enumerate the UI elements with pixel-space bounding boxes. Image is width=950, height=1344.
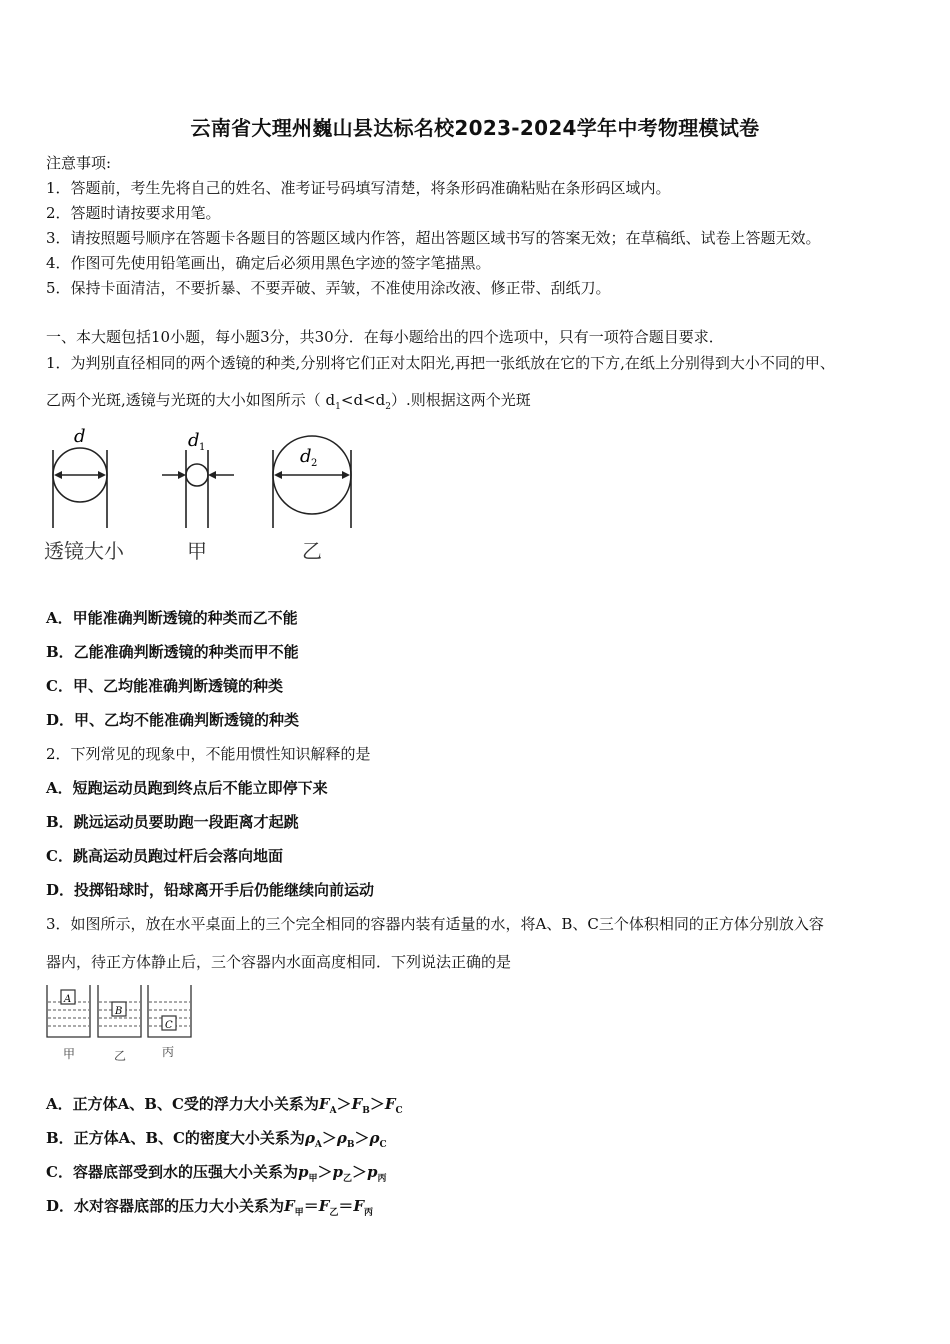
notice-item-4: 4．作图可先使用铅笔画出，确定后必须用黑色字迹的签字笔描黑。 bbox=[46, 254, 491, 272]
cube-a-label: A bbox=[64, 994, 72, 1005]
cube-b-label: B bbox=[115, 1006, 123, 1017]
q3-stem-line2: 器内，待正方体静止后，三个容器内水面高度相同．下列说法正确的是 bbox=[46, 953, 512, 971]
notice-item-5: 5．保持卡面清洁，不要折暴、不要弄破、弄皱，不准使用涂改液、修正带、刮纸刀。 bbox=[46, 279, 611, 297]
notice-item-3: 3．请按照题号顺序在答题卡各题目的答题区域内作答，超出答题区域书写的答案无效；在草稿纸、试卷上答题无效。 bbox=[46, 229, 821, 247]
q2-option-d: D．投掷铅球时，铅球离开手后仍能继续向前运动 bbox=[46, 881, 375, 899]
d1-subscript: 1 bbox=[199, 442, 206, 453]
containers-figure bbox=[44, 982, 194, 1066]
container-yi-label: 乙 bbox=[114, 1049, 127, 1063]
notice-item-1: 1．答题前，考生先将自己的姓名、准考证号码填写清楚，将条形码准确粘贴在条形码区域内。 bbox=[46, 179, 671, 197]
cube-c-label: C bbox=[165, 1020, 173, 1031]
q3-option-c: C．容器底部受到水的压强大小关系为$p_甲>p_乙>p_丙$ bbox=[46, 1163, 387, 1184]
q3-stem-line1: 3．如图所示，放在水平桌面上的三个完全相同的容器内装有适量的水，将A、B、C三个体积相同的正方体分别放入容 bbox=[46, 915, 824, 933]
yi-label: 乙 bbox=[302, 539, 322, 563]
q1-option-d: D．甲、乙均不能准确判断透镜的种类 bbox=[46, 711, 300, 729]
q2-option-c: C．跳高运动员跑过杆后会落向地面 bbox=[46, 847, 283, 865]
section-heading: 一、本大题包括10小题，每小题3分，共30分．在每小题给出的四个选项中，只有一项符合题目要求． bbox=[46, 328, 724, 346]
q1-stem-line2: 乙两个光斑,透镜与光斑的大小如图所示（ $d_1<d<d_2$）.则根据这两个光斑 bbox=[46, 391, 531, 412]
lens-size-label: 透镜大小 bbox=[44, 539, 124, 563]
q1-stem-line1: 1．为判别直径相同的两个透镜的种类,分别将它们正对太阳光,再把一张纸放在它的下方,在纸上分别得到大小不同的甲、 bbox=[46, 354, 835, 372]
q2-stem: 2．下列常见的现象中，不能用惯性知识解释的是 bbox=[46, 745, 371, 763]
q2-option-a: A．短跑运动员跑到终点后不能立即停下来 bbox=[46, 779, 328, 797]
q1-option-a: A．甲能准确判断透镜的种类而乙不能 bbox=[46, 609, 298, 627]
d1-label: d bbox=[188, 430, 200, 451]
lens-spot-figure bbox=[40, 420, 370, 570]
q1-option-b: B．乙能准确判断透镜的种类而甲不能 bbox=[46, 643, 299, 661]
q1-option-c: C．甲、乙均能准确判断透镜的种类 bbox=[46, 677, 283, 695]
container-jia-label: 甲 bbox=[63, 1047, 76, 1061]
notice-item-2: 2．答题时请按要求用笔。 bbox=[46, 204, 221, 222]
container-bing-label: 丙 bbox=[162, 1045, 175, 1059]
q2-option-b: B．跳远运动员要助跑一段距离才起跳 bbox=[46, 813, 299, 831]
page-title: 云南省大理州巍山县达标名校2023-2024学年中考物理模试卷 bbox=[190, 116, 760, 140]
q3-option-b: B．正方体A、B、C的密度大小关系为$\rho_A>\rho_B>\rho_C$ bbox=[46, 1129, 387, 1150]
notice-heading: 注意事项: bbox=[46, 154, 112, 172]
q3-option-d: D．水对容器底部的压力大小关系为$F_甲=F_乙=F_丙$ bbox=[46, 1197, 374, 1218]
d2-subscript: 2 bbox=[311, 458, 318, 469]
jia-label: 甲 bbox=[187, 539, 207, 563]
d2-label: d bbox=[300, 446, 312, 467]
q3-option-a: A．正方体A、B、C受的浮力大小关系为$F_A>F_B>F_C$ bbox=[46, 1095, 403, 1116]
d-label: d bbox=[74, 426, 86, 447]
